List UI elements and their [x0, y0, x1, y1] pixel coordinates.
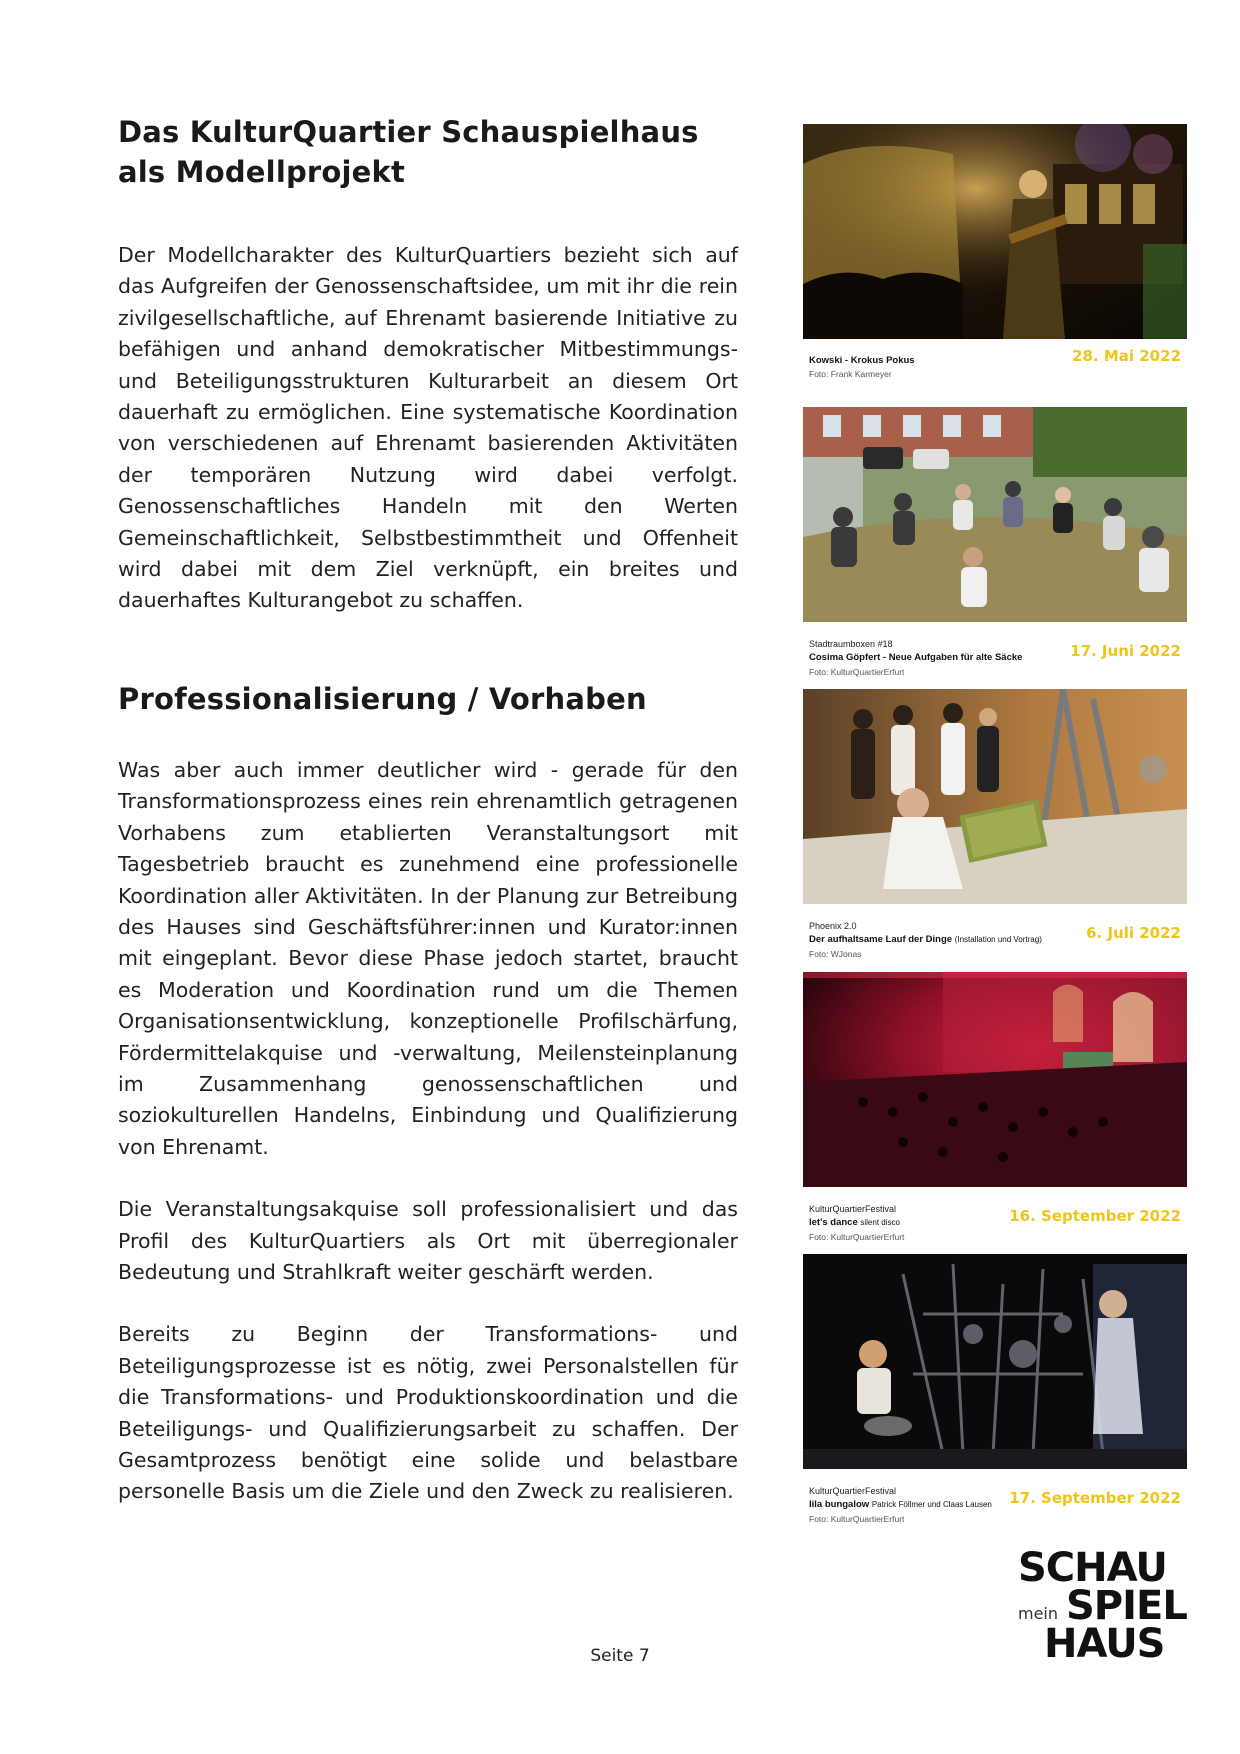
photo-card: [803, 972, 1187, 1255]
photo-installation: [803, 689, 1187, 904]
photo-title: Cosima Göpfert - Neue Aufgaben für alte Säcke: [809, 651, 1023, 663]
photo-title-main: Der aufhaltsame Lauf der Dinge: [809, 934, 953, 945]
photo-date: 6. Juli 2022: [1086, 924, 1181, 942]
photo-title-main: let's dance: [809, 1216, 858, 1228]
heading-line: Das KulturQuartier Schauspielhaus: [118, 115, 699, 149]
section-heading-professionalisierung: Professionalisierung / Vorhaben: [118, 681, 647, 716]
photo-credit: Foto: KulturQuartierErfurt: [809, 666, 905, 677]
paragraph: Was aber auch immer deutlicher wird - gerade für den Transformationsprozess eines rein ehrenamtlich getragenen Vorhabens zum etablierten Veranstaltungsort mit Tagesbetrieb braucht es zunehmend eine professionelle Koordination aller Aktivitäten. In der Planung zur Betreibung des Hauses sind Geschäftsführer:innen und Kurator:innen mit eingeplant. Bevor diese Phase jedoch startet, braucht es Moderation und Koordination rund um die Themen Organisationsentwicklung, konzeptionelle Profilschärfung, Fördermittelakquise und -verwaltung, Meilensteinplanung im Zusammenhang genossenschaftlichen und soziokulturellen Handelns, Einbindung und Qualifizierung von Ehrenamt.: [118, 757, 738, 1159]
photo-title: Kowski - Krokus Pokus: [809, 355, 915, 366]
photo-event: Stadtraumboxen #18: [809, 638, 893, 649]
logo-line: SPIEL: [1066, 1583, 1187, 1629]
photo-credit: Foto: KulturQuartierErfurt: [809, 1514, 905, 1524]
photo-credit: Foto: KulturQuartierErfurt: [809, 1231, 905, 1242]
photo-credit: Foto: Frank Karmeyer: [809, 369, 892, 379]
photo-card: [803, 1254, 1187, 1537]
photo-date: 16. September 2022: [1009, 1206, 1181, 1225]
photo-caption: [803, 627, 1187, 685]
photo-silent-disco: [803, 972, 1187, 1187]
photo-date: 17. September 2022: [1009, 1489, 1181, 1507]
photo-title: [809, 934, 1042, 945]
photo-title-sub: Patrick Föllmer und Claas Lausen: [871, 1500, 992, 1509]
photo-event: Phoenix 2.0: [809, 921, 857, 931]
photo-date: 17. Juni 2022: [1070, 641, 1181, 660]
photo-card: [803, 689, 1187, 972]
paragraph: Bereits zu Beginn der Transformations- und Beteiligungsprozesse ist es nötig, zwei Personalstellen für die Transformations- und Produktionskoordination und die Beteiligungs- und Qualifizierungsarbeit zu schaffen. Der Gesamtprozess benötigt eine solide und belastbare personelle Basis um die Ziele und den Zweck zu realisieren.: [118, 1322, 738, 1504]
photo-credit: Foto: WJonas: [809, 949, 862, 959]
photo-title-main: lila bungalow: [809, 1499, 870, 1510]
logo-line: SCHAU: [1018, 1545, 1167, 1591]
photo-caption: [803, 1474, 1187, 1532]
photo-title: [809, 1217, 900, 1228]
logo-small-text: mein: [1018, 1604, 1059, 1623]
photo-date: 28. Mai 2022: [1072, 347, 1181, 365]
photo-concert: [803, 124, 1187, 339]
logo-line: HAUS: [1044, 1621, 1165, 1667]
photo-caption: [803, 1192, 1187, 1250]
paragraph: Der Modellcharakter des KulturQuartiers bezieht sich auf das Aufgreifen der Genossenschaftsidee, um mit ihr die rein zivilgesellschaftliche, auf Ehrenamt basierende Initiative zu befähigen und anhand demokratischer Mitbestimmungs- und Beteiligungsstrukturen Kulturarbeit an diesem Ort dauerhaft zu ermöglichen. Eine systematische Koordination von verschiedenen auf Ehrenamt basierenden Aktivitäten der temporären Nutzung wird dabei verfolgt. Genossenschaftliches Handeln mit den Werten Gemeinschaftlichkeit, Selbstbestimmtheit und Offenheit wird dabei mit dem Ziel verknüpft, ein breites und dauerhaftes Kulturangebot zu schaffen.: [118, 243, 738, 613]
photo-card: [803, 407, 1187, 690]
photo-card: [803, 124, 1187, 407]
main-text-column: [118, 112, 738, 1508]
photo-title: [809, 1499, 992, 1510]
photo-title-sub: (Installation und Vortrag): [954, 935, 1042, 944]
heading-line: als Modellprojekt: [118, 155, 406, 189]
photo-column: [803, 124, 1187, 1537]
paragraph: Die Veranstaltungsakquise soll professionalisiert und das Profil des KulturQuartiers als Ort mit überregionaler Bedeutung und Strahlkraft weiter geschärft werden.: [118, 1197, 738, 1284]
photo-outdoor-circle: [803, 407, 1187, 622]
photo-band-performance: [803, 1254, 1187, 1469]
photo-caption: [803, 909, 1187, 967]
section-heading-modellprojekt: [118, 112, 738, 192]
photo-title-sub: silent disco: [860, 1217, 900, 1227]
photo-event: KulturQuartierFestival: [809, 1486, 897, 1496]
photo-event: KulturQuartierFestival: [809, 1203, 897, 1214]
page-number: Seite 7: [590, 1646, 650, 1666]
photo-caption: [803, 344, 1187, 402]
